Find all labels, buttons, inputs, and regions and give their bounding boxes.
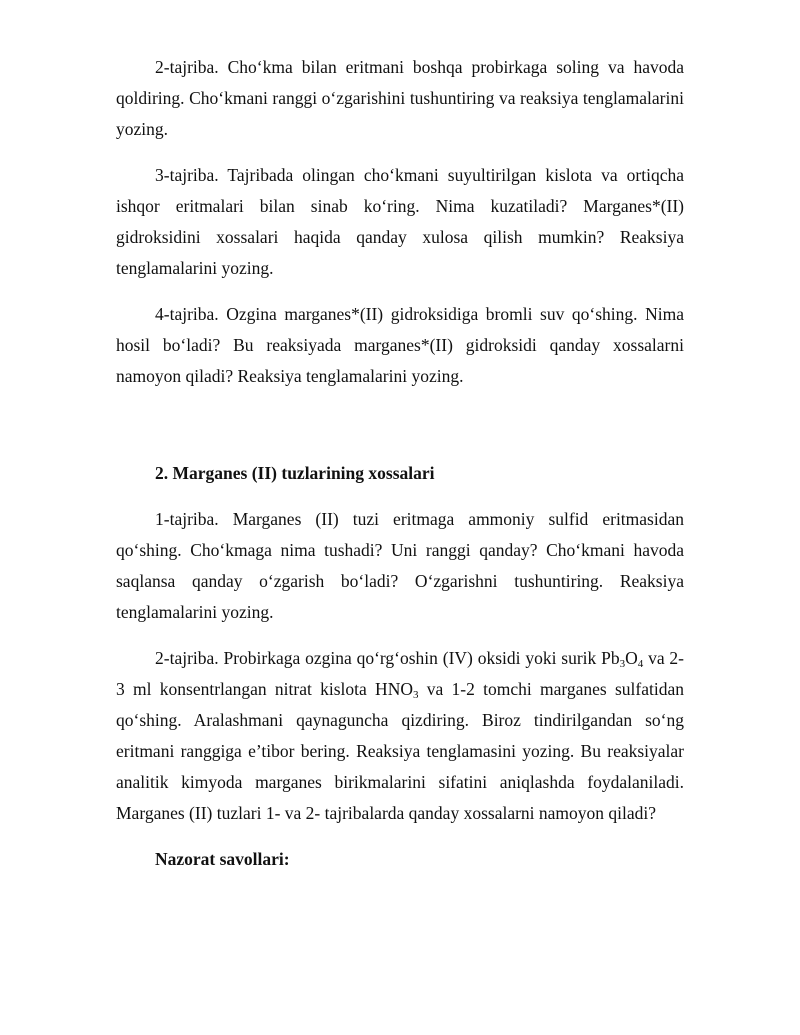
subscript-hno3: 3: [412, 689, 419, 701]
text-part-b: O: [625, 648, 638, 668]
section-heading: 2. Marganes (II) tuzlarining xossalari: [155, 463, 435, 483]
control-questions-heading: Nazorat savollari:: [155, 849, 290, 869]
text-part-c: va 2-3 ml konsentrlangan nitrat kislota HNO: [116, 648, 684, 699]
paragraph-experiment-2: 2-tajriba. Cho‘kma bilan eritmani boshqa probirkaga soling va havoda qoldiring. Cho‘kmani ranggi o‘zgarishini tushuntiring va reaksiya tenglamalarini yozing.: [116, 57, 684, 139]
paragraph-salt-experiment-2: [116, 643, 684, 829]
paragraph-salt-experiment-1: 1-tajriba. Marganes (II) tuzi eritmaga ammoniy sulfid eritmasidan qo‘shing. Cho‘kmaga nima tushadi? Uni ranggi qanday? Cho‘kmani havoda saqlansa qanday o‘zgarish bo‘ladi? O‘zgarishni tushuntiring. Reaksiya tenglamalarini yozing.: [116, 509, 684, 622]
paragraph-experiment-4: 4-tajriba. Ozgina marganes*(II) gidroksidiga bromli suv qo‘shing. Nima hosil bo‘ladi? Bu reaksiyada marganes*(II) gidroksidi qanday xossalarni namoyon qiladi? Reaksiya tenglamalarini yozing.: [116, 304, 684, 386]
text-part-d: va 1-2 tomchi marganes sulfatidan qo‘shing. Aralashmani qaynaguncha qizdiring. Biroz tindirilgandan so‘ng eritmani ranggiga e’tibor bering. Reaksiya tenglamasini yozing. Bu reaksiyalar analitik kimyoda marganes birikmalarini sifatini aniqlashda foydalaniladi. Marganes (II) tuzlari 1- va 2- tajribalarda qanday xossalarni namoyon qiladi?: [116, 679, 684, 823]
text-part-a: 2-tajriba. Probirkaga ozgina qo‘rg‘oshin (IV) oksidi yoki surik Pb: [155, 648, 620, 668]
subscript-3: 3: [619, 658, 626, 670]
paragraph-experiment-3: 3-tajriba. Tajribada olingan cho‘kmani suyultirilgan kislota va ortiqcha ishqor eritmalari bilan sinab ko‘ring. Nima kuzatiladi? Marganes*(II) gidroksidini xossalari haqida qanday xulosa qilish mumkin? Reaksiya tenglamalarini yozing.: [116, 165, 684, 278]
subscript-4: 4: [637, 658, 644, 670]
